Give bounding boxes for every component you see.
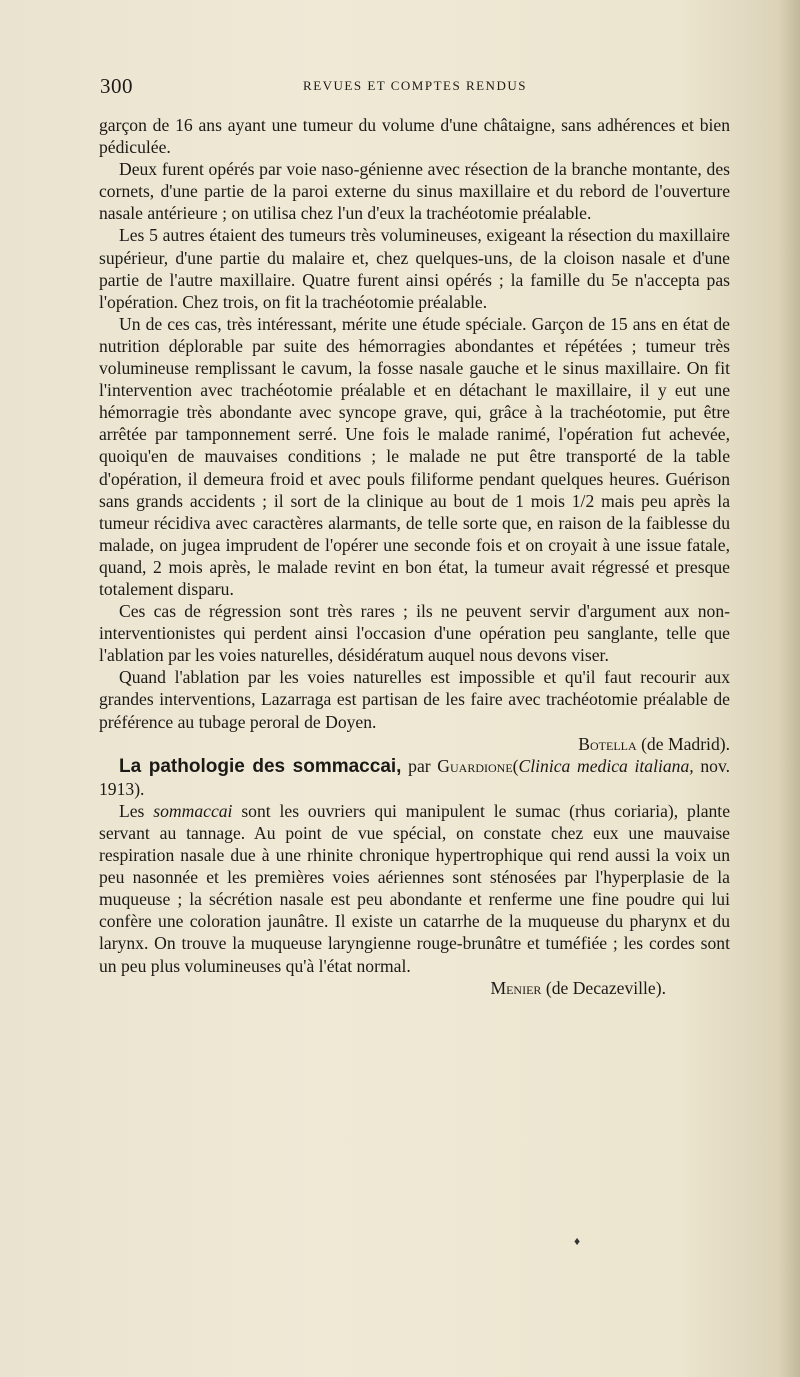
page-header — [100, 74, 730, 104]
section-author: Guardione — [437, 755, 513, 776]
running-head: REVUES ET COMPTES RENDUS — [303, 78, 527, 93]
page-number: 300 — [100, 74, 133, 98]
section-title: La pathologie des sommaccai, — [119, 755, 402, 777]
signature-name: Menier — [490, 977, 542, 998]
section-heading — [99, 755, 730, 800]
p7-term: sommaccai — [153, 800, 233, 821]
section-date: nov. 1913). — [99, 755, 730, 799]
article-body — [99, 114, 730, 999]
signature-botella — [99, 733, 730, 755]
section-by: par — [408, 755, 431, 776]
paragraph: Deux furent opérés par voie naso-génienne avec résection de la branche montante, des cornets, d'une partie de la paroi externe du sinus maxillaire et du rebord de l'ouverture nasale antérieure ; on utilisa chez l'un d'eux la trachéotomie préalable. — [99, 159, 730, 224]
signature-name: Botella — [578, 733, 637, 754]
p7-rest: sont les ouvriers qui manipulent le sumac (rhus coriaria), plante servant au tannage. Au point de vue spécial, on constate chez eux une mauvaise respiration nasale due à une rhinite chronique hypertrophique qui rend aussi la voix un peu nasonnée et les premières voies aériennes sont sténosées par l'hyperplasie de la muqueuse ; la sécrétion nasale est peu abondante et renferme une fine poudre qui lui confère une coloration jaunâtre. Il existe un catarrhe de la muqueuse du pharynx et du larynx. On trouve la muqueuse laryngienne rouge-brunâtre et tuméfiée ; les cordes sont un peu plus volumineuses qu'à l'état normal. — [99, 800, 731, 976]
paragraph: Un de ces cas, très intéressant, mérite une étude spéciale. Garçon de 15 ans en état de nutrition déplorable par suite des hémorragies abondantes et répétées ; tumeur très volumineuse remplissant le cavum, la fosse nasale gauche et le sinus maxillaire. On fit l'intervention avec trachéotomie préalable et en détachant le maxillaire, il y eut une hémorragie très abondante avec syncope grave, qui, grâce à la trachéotomie, put être arrêtée par tamponnement serré. Une fois le malade ranimé, l'opération fut achevée, quoiqu'en de mauvaises conditions ; le malade ne put être transporté de la table d'opération, il demeura froid et avec pouls filiforme pendant quelques heures. Guérison sans grands accidents ; il sort de la clinique au bout de 1 mois 1/2 mais peu après la tumeur récidiva avec caractères alarmants, de telle sorte que, en raison de la faiblesse du malade, on jugea imprudent de l'opérer une seconde fois et on croyait à une issue fatale, quand, 2 mois après, le malade revint en bon état, la tumeur avait régressé et presque totalement disparu. — [99, 313, 730, 599]
paragraph-sommaccai — [99, 800, 730, 977]
signature-place: (de Decazeville). — [545, 977, 666, 998]
paragraph-continuation: garçon de 16 ans ayant une tumeur du volume d'une châtaigne, sans adhérences et bien pédiculée. — [99, 115, 730, 158]
paragraph: Quand l'ablation par les voies naturelles est impossible et qu'il faut recourir aux grandes interventions, Lazarraga est partisan de les faire avec trachéotomie préalable de préférence au tubage peroral de Doyen. — [99, 667, 730, 732]
paragraph: Ces cas de régression sont très rares ; ils ne peuvent servir d'argument aux non-interventionistes qui perdent ainsi l'occasion d'une opération peu sanglante, telle que l'ablation par les voies naturelles, désidératum auquel nous devons viser. — [99, 601, 730, 666]
section-journal-open: ( — [512, 755, 519, 776]
page-edge-shadow — [778, 0, 800, 1377]
signature-menier — [99, 977, 730, 999]
signature-place: (de Madrid). — [641, 733, 730, 754]
p7-lead: Les — [119, 800, 145, 821]
paragraph: Les 5 autres étaient des tumeurs très volumineuses, exigeant la résection du maxillaire supérieur, d'une partie du malaire et, chez quelques-uns, de la cloison nasale et d'une partie de l'autre maxillaire. Quatre furent ainsi opérés ; la famille du 5e n'accepta pas l'opération. Chez trois, on fit la trachéotomie préalable. — [99, 225, 730, 312]
section-journal: Clinica medica italiana, — [518, 755, 694, 776]
ink-mark: ♦ — [574, 1234, 581, 1248]
